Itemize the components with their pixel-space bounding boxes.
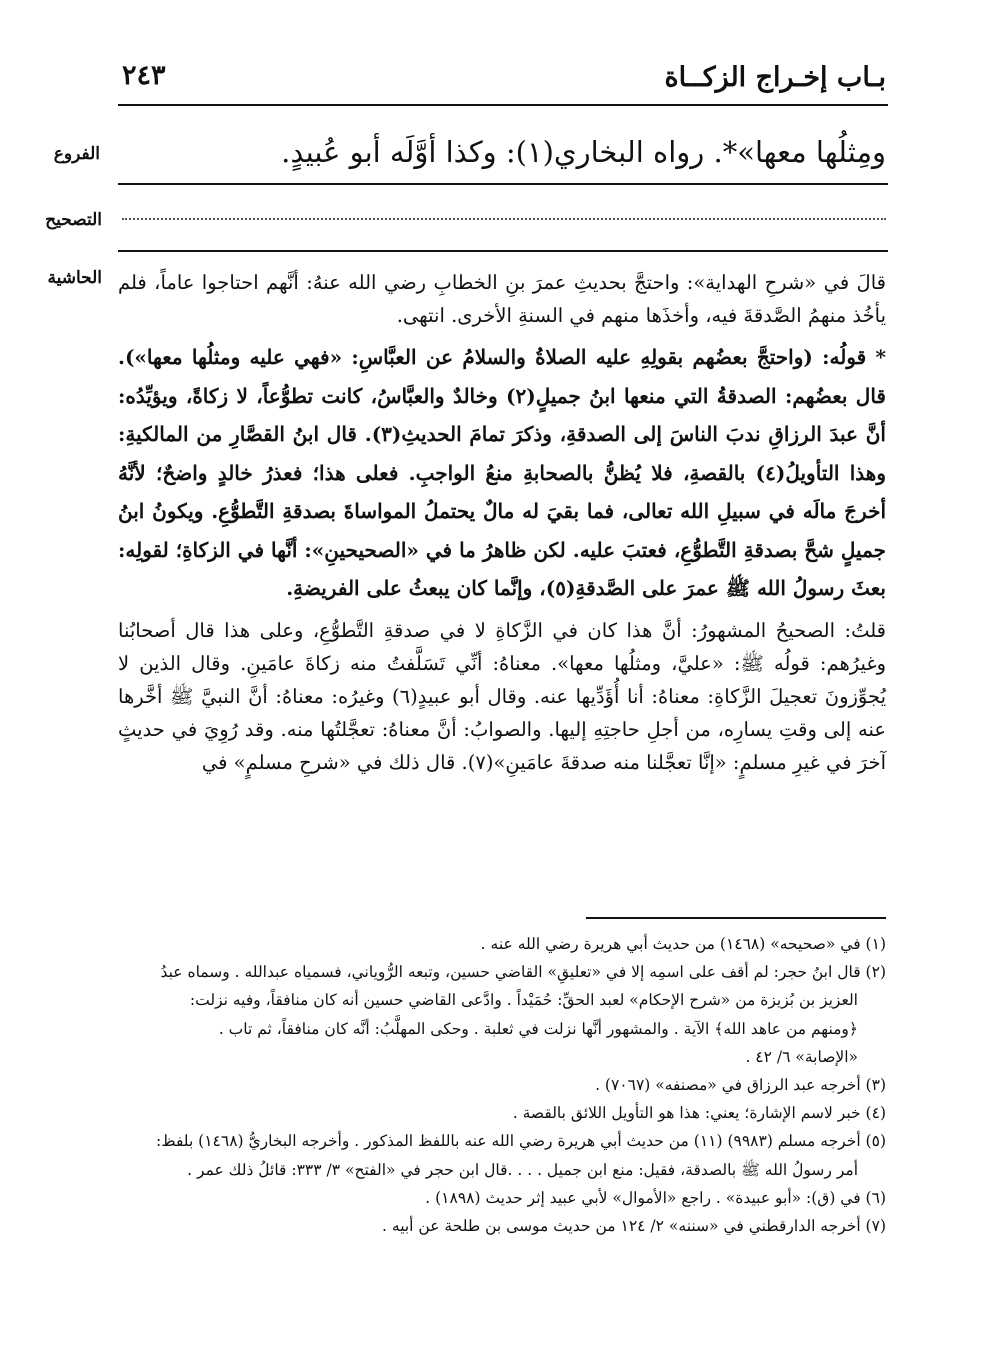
paragraph: قلتُ: الصحيحُ المشهورُ: أنَّ هذا كان في الزَّكاةِ لا في صدقةِ التَّطوُّعِ، وعلى هذا قال أصحابُنا وغيرُهم: قولُه ﷺ: «عليَّ، ومثلُها معها». معناهُ: أنِّي تَسَلَّفتُ منه زكاةَ عامَينِ. وقال الذين لا يُجوِّزونَ تعجيلَ الزَّكاةِ: معناهُ: أنا أُؤَدِّيها عنه. وقال أبو عبيدٍ(٦) وغيرُه: معناهُ: أنَّ النبيَّ ﷺ أخَّرها عنه إلى وقتِ يسارِه، من أجلِ حاجتِهِ إليها. والصوابُ: أنَّ معناهُ: تعجَّلتُها منه. وقد رُوِيَ في حديثٍ آخرَ في غيرِ مسلمٍ: «إنَّا تعجَّلنا منه صدقةَ عامَينِ»(٧). قال ذلك في «شرحِ مسلمٍ» في [118, 618, 886, 774]
asterisk-mark: * [875, 345, 886, 369]
section-rule [118, 183, 888, 185]
side-label-hashiya: الحاشية [47, 268, 102, 288]
footnote: (٢) قال ابنُ حجر: لم أقف على اسمِه إلا في «تعليقِ» القاضي حسين، وتبعه الرُّوياني، فسمياه عبدالله . وسماه عبدُ [160, 963, 886, 982]
footnote-rule [586, 917, 886, 919]
side-label-tashih: التصحيح [45, 210, 102, 230]
footnote: (٦) في (ق): «أبو عبيدة» . راجع «الأموال» لأبي عبيد إثر حديث (١٨٩٨) . [425, 1188, 886, 1207]
hashiya-body [118, 266, 886, 785]
footnote: (٤) خبر لاسم الإشارة؛ يعني: هذا هو التأويل اللائق بالقصة . [512, 1104, 886, 1123]
footnote: (٧) أخرجه الدارقطني في «سننه» ٢/ ١٢٤ من حديث موسى بن طلحة عن أبيه . [382, 1217, 886, 1236]
footnote: (٣) أخرجه عبد الرزاق في «مصنفه» (٧٠٦٧) . [595, 1076, 886, 1095]
footnote-continuation: العزيز بن بُزيزة من «شرح الإحكام» لعبد الحقِّ: حُمَيْداً . وادَّعى القاضي حسين أنه كان منافقاً، وفيه نزلت: [189, 991, 858, 1010]
footnote: (١) في «صحيحه» (١٤٦٨) من حديث أبي هريرة رضي الله عنه . [480, 935, 886, 953]
paragraph-text: قولُه: (واحتجَّ بعضُهم بقولِهِ عليه الصلاةُ والسلامُ عن العبَّاسِ: «فهي عليه ومثلُها معها»). قال بعضُهم: الصدقةُ التي منعها ابنُ جميلٍ(٢) وخالدٌ والعبَّاسُ، كانت تطوُّعاً، لا زكاةً، ويؤيِّدُه: أنَّ عبدَ الرزاقِ ندبَ الناسَ إلى الصدقةِ، وذكرَ تمامَ الحديثِ(٣). قال ابنُ القصَّارِ من المالكيةِ: وهذا التأويلُ(٤) بالقصةِ، فلا يُظنُّ بالصحابةِ منعُ الواجبِ. فعلى هذا؛ فعذرُ خالدٍ واضحٌ؛ لأنَّهُ أخرجَ مالَه في سبيلِ الله تعالى، فما بقيَ له مالٌ يحتملُ المواساةَ بصدقةِ التَّطوُّعِ. ويكونُ ابنُ جميلٍ شحَّ بصدقةِ التَّطوُّعِ، فعتبَ عليه. لكن ظاهرُ ما في «الصحيحينِ»: أنَّها في الزكاةِ؛ لقولِه: بعثَ رسولُ الله ﷺ عمرَ على الصَّدقةِ(٥)، وإنَّما كان يبعثُ على الفريضةِ. [118, 345, 887, 600]
header-rule [118, 104, 888, 106]
footnotes [112, 930, 886, 1240]
section-rule [118, 250, 888, 252]
furu-text: ومِثلُها معها»*. رواه البخاري(١): وكذا أوَّلَه أبو عُبيدٍ. [281, 135, 886, 169]
paragraph: قالَ في «شرحِ الهداية»: واحتجَّ بحديثِ عمرَ بنِ الخطابِ رضي الله عنهُ: أنَّهم احتاجوا عاماً، فلم يأخُذ منهمُ الصَّدقةَ فيه، وأخذَها منهم في السنةِ الأخرى. انتهى. [118, 271, 886, 327]
paragraph-bold [118, 338, 886, 608]
footnote-continuation: «الإصابة» ٦/ ٤٢ . [745, 1047, 858, 1066]
side-label-furu: الفروع [53, 144, 100, 164]
footnote: (٥) أخرجه مسلم (٩٩٨٣) (١١) من حديث أبي هريرة رضي الله عنه باللفظ المذكور . وأخرجه البخاريُّ (١٤٦٨) بلفظ: [156, 1132, 886, 1151]
footnote-continuation: أمر رسولُ الله ﷺ بالصدقة، فقيل: منع ابن جميل . . . .قال ابن حجر في «الفتح» ٣/ ٣٣٣: قائلُ ذلك عمر . [187, 1160, 858, 1179]
footnote-continuation: ﴿ومنهم من عاهد الله﴾ الآية . والمشهور أنَّها نزلت في ثعلبة . وحكى المهلَّبُ: أنَّه كان منافقاً، ثم تاب . [218, 1019, 858, 1038]
tashih-dotted-line [122, 218, 886, 220]
chapter-title: بـاب إخـراج الزكــاة [664, 62, 886, 93]
page-number: ٢٤٣ [122, 60, 166, 91]
